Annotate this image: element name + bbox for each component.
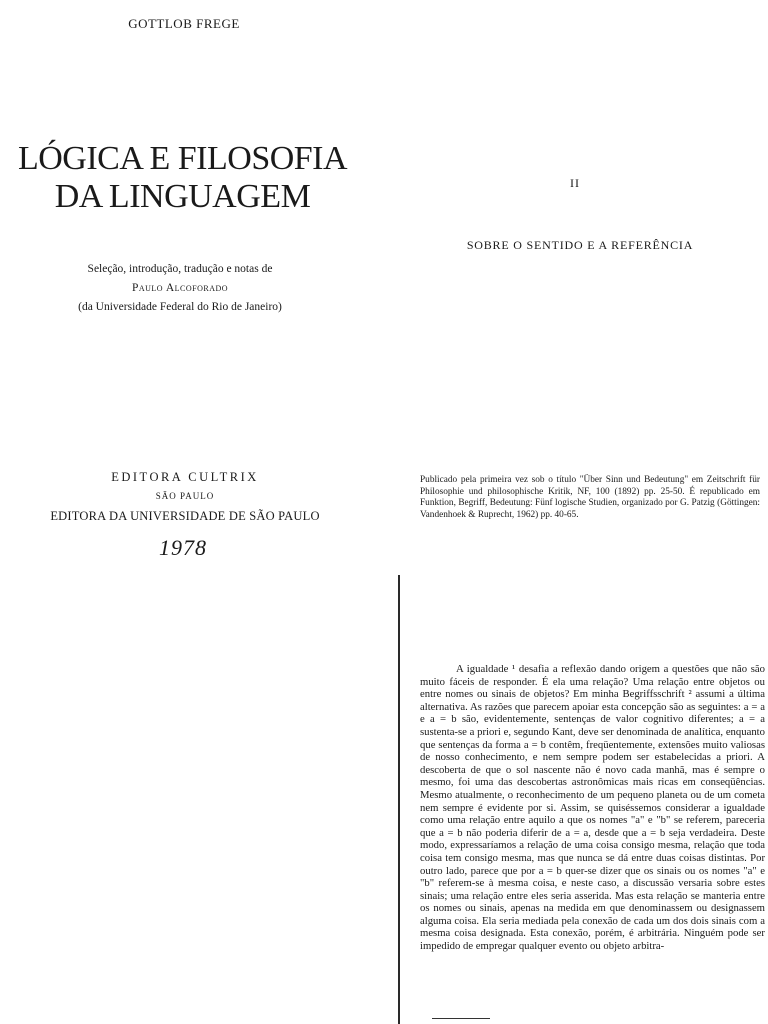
title-line-1: LÓGICA E FILOSOFIA	[17, 140, 348, 177]
publisher-city: SÃO PAULO	[155, 491, 215, 501]
credits-line-1: Seleção, introdução, tradução e notas de	[87, 263, 273, 275]
book-title	[10, 140, 355, 216]
credits	[40, 260, 320, 317]
publication-note	[420, 475, 760, 521]
handwritten-year: 1978	[159, 535, 207, 560]
chapter-number: II	[570, 176, 580, 190]
publication-note-text: Publicado pela primeira vez sob o título "Über Sinn und Bedeutung" em Zeitschrift für Philosophie und philosophische Kritik, NF, 100 (1892) pp. 25-50. É republicado em Funktion, Begriff, Bedeutung: Fünf logische Studien, organizado por G. Patzig (Göttingen: Vandenhoek & Ruprecht, 1962) pp. 40-65.	[420, 475, 760, 520]
page-divider	[398, 575, 400, 1024]
body-paragraph: A igualdade ¹ desafia a reflexão dando origem a questões que não são muito fáceis de responder. É ela uma relação? Uma relação entre objetos ou entre nomes ou sinais de objetos? Em minha Begriffsschrift ² assumi a última alternativa. As razões que parecem apoiar esta concepção são as seguintes: a = a e a = b são, evidentemente, sentenças de valor cognitivo diferentes; a = a sustenta-se a priori e, segundo Kant, deve ser denominada de analítica, enquanto que sentenças da forma a = b contêm, freqüentemente, extensões muito valiosas de nosso conhecimento, e nem sempre podem ser estabelecidas a priori. A descoberta de que o sol nascente não é novo cada manhã, mas é sempre o mesmo, foi uma das descobertas astronômicas mais ricas em conseqüências. Mesmo atualmente, o reconhecimento de um pequeno planeta ou de um cometa nem sempre é evidente por si. Assim, se quiséssemos considerar a igualdade como uma relação entre aquilo a que os nomes "a" e "b" se referem, pareceria que a = b não poderia diferir de a = a, desde que a = b seja verdadeira. Deste modo, expressaríamos a relação de uma coisa consigo mesma, relação que toda coisa tem consigo mesma, mas que nunca se dá entre duas coisas distintas. Por outro lado, parece que por a = b quer-se dizer que os sinais ou os nomes "a" e "b" referem-se à mesma coisa, e neste caso, a discussão versaria sobre estes sinais; uma relação entre eles seria asserida. Mas esta relação se manteria entre os nomes ou sinais, apenas na medida em que denominassem ou designassem alguma coisa. Ela seria mediada pela conexão de cada um dos dois sinais com a mesma coisa designada. Esta conexão, porém, é arbitrária. Ninguém pode ser impedido de empregar qualquer evento ou objeto arbitra-	[420, 663, 765, 953]
footnote-rule	[432, 1018, 490, 1019]
translator-name: Paulo Alcoforado	[131, 282, 229, 294]
publisher-name: EDITORA CULTRIX	[111, 470, 259, 484]
body-text	[420, 663, 765, 953]
credits-line-3: (da Universidade Federal do Rio de Janeiro)	[78, 301, 282, 313]
chapter-title: SOBRE O SENTIDO E A REFERÊNCIA	[466, 238, 694, 252]
author-name: GOTTLOB FREGE	[128, 16, 240, 31]
copublisher-name: EDITORA DA UNIVERSIDADE DE SÃO PAULO	[50, 509, 320, 523]
title-line-2: DA LINGUAGEM	[54, 178, 311, 215]
